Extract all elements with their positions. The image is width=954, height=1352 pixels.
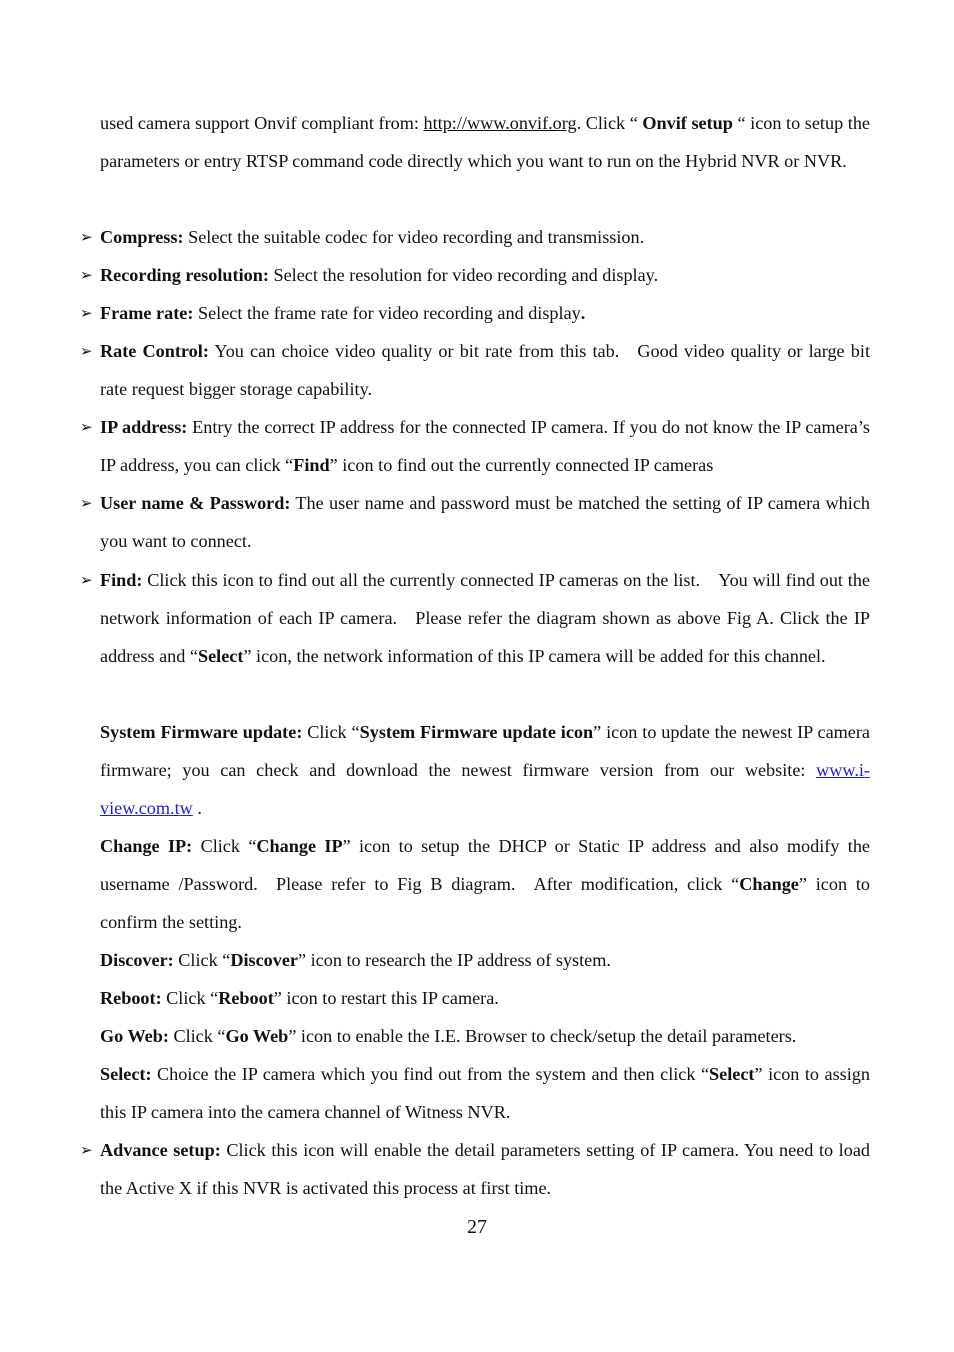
item-text: Select the frame rate for video recording and display bbox=[193, 303, 581, 323]
bullet-arrow-icon: ➢ bbox=[80, 228, 93, 246]
item-label: Discover: bbox=[100, 950, 174, 970]
bullet-arrow-icon: ➢ bbox=[80, 304, 93, 322]
item-text: Click this icon to find out all the currently connected IP cameras on the list. You will find out the network information of each IP camera. Please refer the diagram shown as above Fig A. Click the IP address and “ bbox=[100, 570, 870, 666]
bullet-arrow-icon: ➢ bbox=[80, 266, 93, 284]
item-text: ” icon to update the newest IP camera firmware; you can check and download the newest firmware version from our website: bbox=[100, 722, 870, 780]
discover-item bbox=[100, 941, 870, 979]
intro-text: used camera support Onvif compliant from: bbox=[100, 113, 424, 133]
find-item bbox=[80, 561, 870, 675]
item-text: Click “ bbox=[192, 836, 257, 856]
change-ip-term: Change IP bbox=[256, 836, 343, 856]
discover-term: Discover bbox=[230, 950, 298, 970]
item-text: . bbox=[580, 303, 586, 323]
onvif-setup-term: Onvif setup bbox=[642, 113, 733, 133]
frame-rate-item bbox=[80, 294, 870, 332]
recording-resolution-item bbox=[80, 256, 870, 294]
item-text: ” icon to find out the currently connected IP cameras bbox=[329, 455, 714, 475]
item-label: Change IP: bbox=[100, 836, 193, 856]
bullet-arrow-icon: ➢ bbox=[80, 342, 93, 360]
item-label: Reboot: bbox=[100, 988, 162, 1008]
item-text: Choice the IP camera which you find out from the system and then click “ bbox=[151, 1064, 710, 1084]
bullet-arrow-icon: ➢ bbox=[80, 571, 93, 589]
intro-text: “ icon to setup the parameters or entry RTSP command code directly which you want to run on the Hybrid NVR or NVR. bbox=[100, 113, 870, 171]
item-label: Compress: bbox=[100, 227, 184, 247]
item-text: Click “ bbox=[168, 1026, 226, 1046]
item-text: Entry the correct IP address for the connected IP camera. If you do not know the IP camera’s IP address, you can click “ bbox=[100, 417, 870, 475]
reboot-item bbox=[100, 979, 870, 1017]
item-text: Click “ bbox=[161, 988, 219, 1008]
item-label: IP address: bbox=[100, 417, 188, 437]
item-label: Select: bbox=[100, 1064, 152, 1084]
change-term: Change bbox=[739, 874, 799, 894]
item-text: ” icon to confirm the setting. bbox=[100, 874, 870, 932]
intro-text: . Click “ bbox=[576, 113, 643, 133]
item-text: You can choice video quality or bit rate from this tab. Good video quality or large bit rate request bigger storage capability. bbox=[100, 341, 870, 399]
reboot-term: Reboot bbox=[218, 988, 274, 1008]
rate-control-item bbox=[80, 332, 870, 408]
change-ip-item bbox=[100, 827, 870, 941]
item-label: Advance setup: bbox=[100, 1140, 221, 1160]
ip-address-item bbox=[80, 408, 870, 484]
item-text: Select the suitable codec for video recording and transmission. bbox=[183, 227, 645, 247]
item-label: User name & Password: bbox=[100, 493, 291, 513]
item-text: ” icon to setup the DHCP or Static IP address and also modify the username /Password. Please refer to Fig B diagram. After modification, click “ bbox=[100, 836, 870, 894]
item-text: Click “ bbox=[302, 722, 360, 742]
firmware-update-term: System Firmware update icon bbox=[359, 722, 594, 742]
go-web-item bbox=[100, 1017, 870, 1055]
select-term: Select bbox=[709, 1064, 755, 1084]
advance-setup-item bbox=[80, 1131, 870, 1207]
go-web-term: Go Web bbox=[225, 1026, 289, 1046]
item-label: Frame rate: bbox=[100, 303, 194, 323]
compress-item bbox=[80, 218, 870, 256]
intro-paragraph bbox=[100, 104, 870, 180]
page-number: 27 bbox=[467, 1216, 487, 1238]
bullet-arrow-icon: ➢ bbox=[80, 1141, 93, 1159]
item-text: ” icon, the network information of this IP camera will be added for this channel. bbox=[243, 646, 826, 666]
find-term: Find bbox=[293, 455, 330, 475]
bullet-arrow-icon: ➢ bbox=[80, 494, 93, 512]
user-password-item bbox=[80, 484, 870, 560]
item-text: . bbox=[192, 798, 202, 818]
item-text: ” icon to restart this IP camera. bbox=[273, 988, 499, 1008]
item-text: ” icon to assign this IP camera into the camera channel of Witness NVR. bbox=[100, 1064, 870, 1122]
select-item bbox=[100, 1055, 870, 1131]
item-text: ” icon to enable the I.E. Browser to check/setup the detail parameters. bbox=[288, 1026, 797, 1046]
onvif-link[interactable]: http://www.onvif.org bbox=[423, 113, 577, 133]
iview-website-link[interactable]: www.i-view.com.tw bbox=[100, 760, 870, 818]
item-text: The user name and password must be matched the setting of IP camera which you want to connect. bbox=[100, 493, 870, 551]
bullet-arrow-icon: ➢ bbox=[80, 418, 93, 436]
firmware-update-item bbox=[100, 713, 870, 827]
item-text: ” icon to research the IP address of system. bbox=[297, 950, 611, 970]
item-label: Recording resolution: bbox=[100, 265, 269, 285]
select-term: Select bbox=[197, 646, 244, 666]
item-label: Find: bbox=[100, 570, 143, 590]
item-text: Select the resolution for video recording and display. bbox=[268, 265, 659, 285]
item-text: Click “ bbox=[173, 950, 231, 970]
item-label: Go Web: bbox=[100, 1026, 169, 1046]
item-label: System Firmware update: bbox=[100, 722, 303, 742]
item-label: Rate Control: bbox=[100, 341, 209, 361]
item-text: Click this icon will enable the detail parameters setting of IP camera. You need to load the Active X if this NVR is activated this process at first time. bbox=[100, 1140, 870, 1198]
